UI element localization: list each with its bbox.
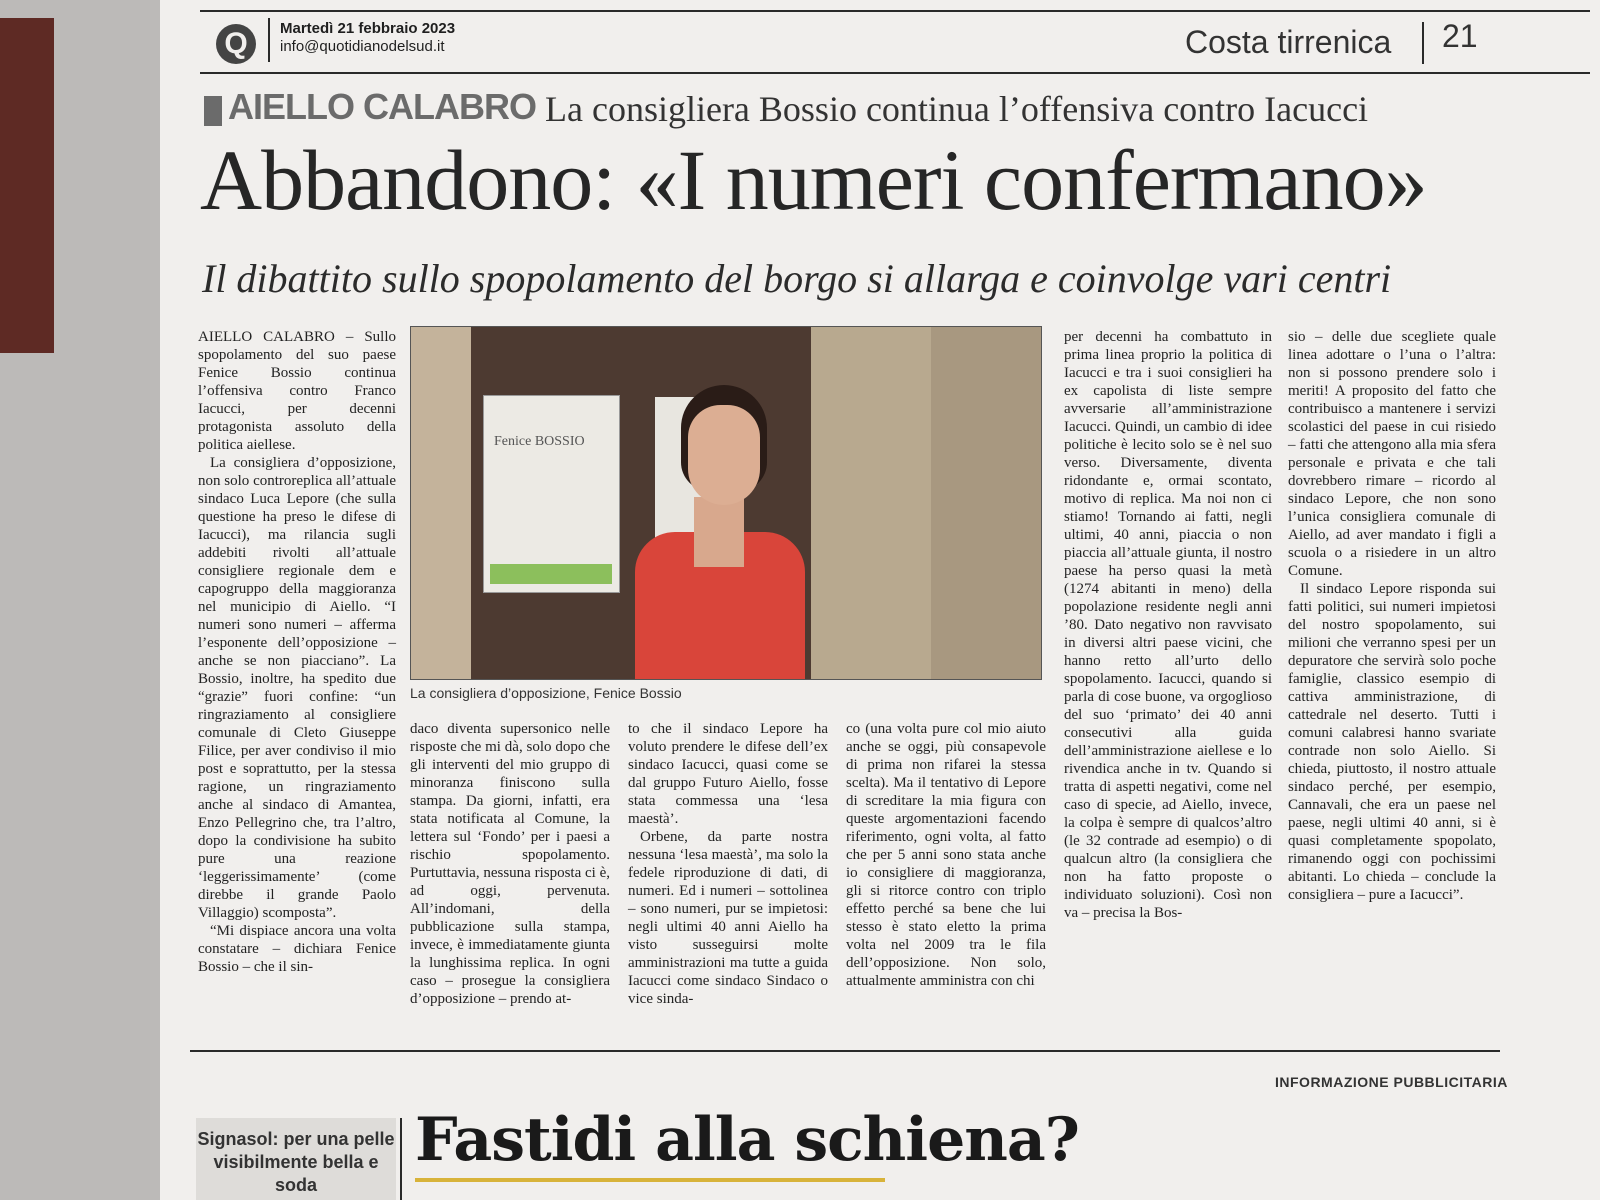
newspaper-logo-icon: Q: [216, 24, 256, 64]
photo-person-face: [688, 405, 760, 505]
photo-caption: La consigliera d’opposizione, Fenice Bossio: [410, 685, 682, 701]
subheadline: Il dibattito sullo spopolamento del borgo si allarga e coinvolge vari centri: [202, 256, 1392, 301]
article-photo: [410, 326, 1042, 680]
paragraph: daco diventa supersonico nelle risposte che mi dà, solo dopo che gli interventi del mio gruppo di minoranza finiscono sulla stampa. Da giorni, infatti, era stata notificata al Comune, la lettera sul ‘Fondo’ per i paesi a rischio spopolamento. Purtuttavia, nessuna risposta ci è, ad oggi, pervenuta. All’indomani, della pubblicazione sulla stampa, invece, è immediatamente giunta la lunghissima replica. In ogni caso – prosegue la consigliera d’opposizione – prendo at-: [410, 721, 610, 1007]
article-end-rule: [190, 1050, 1500, 1052]
paragraph: to che il sindaco Lepore ha voluto prendere le difese dell’ex sindaco Iacucci, quasi come se dal gruppo Futuro Aiello, fosse stata commessa una ‘lesa maestà’.: [628, 721, 828, 827]
masthead-rule: [200, 72, 1590, 74]
kicker-title: La consigliera Bossio continua l’offensiva contro Iacucci: [545, 89, 1369, 129]
advertisement-side-box: Signasol: per una pelle visibilmente bella e soda: [196, 1118, 396, 1200]
paragraph: sio – delle due scegliete quale linea adottare o l’una o l’altra: non si possono prendere solo i meriti! A proposito del fatto che contribuisco a mantenere i servizi scolastici del paese in cui risiedo – fatti che attengono alla mia sfera personale e privata e che tali dovrebbero rimare – ricordo al sindaco Lepore, che non sono l’unica consigliera comunale di Aiello, ad aver mandato i figli a scuola o a risiedere in un altro Comune.: [1288, 329, 1496, 579]
paragraph: La consigliera d’opposizione, non solo controreplica all’attuale sindaco Luca Lepore (che sulla questione ha preso le difese di Iacucci), ma rilancia sugli addebiti rivolti all’attuale consigliere regionale dem e capogruppo della maggioranza nel municipio di Aiello. “I numeri sono numeri – afferma l’esponente dell’opposizione – anche se non piacciano”. La Bossio, inoltre, ha spedito due “grazie” fuori confine: “un ringraziamento al consigliere comunale di Cleto Giuseppe Filice, per aver condiviso il mio post e soprattutto, per la stessa ragione, un ringraziamento anche al sindaco di Amantea, Enzo Pellegrino che, tra l’altro, dopo la condivisione ha subito pure una reazione ‘leggerissimamente’ (come direbbe il grande Paolo Villaggio) scomposta”.: [198, 455, 396, 921]
poster-text: Fenice BOSSIO: [494, 434, 585, 449]
kicker-marker: [204, 96, 222, 126]
advertisement-underline: [415, 1178, 885, 1182]
photo-pillar: [931, 327, 1041, 679]
background-object: [0, 18, 54, 353]
paragraph: Il sindaco Lepore risponda sui fatti politici, sui numeri impietosi del nostro spopolamento, sui milioni che verranno spesi per un depuratore che servirà solo poche famiglie, classico esempio di cattiva amministrazione, di cattedrale nel deserto. Tutti i comuni calabresi hanno svariate contrade non solo Aiello. Si chieda, piuttosto, il nostro attuale sindaco perché, per esempio, Cannavali, che era un paese nel paese, negli ultimi 40 anni, si è quasi completamente spopolato, rimanendo oggi con pochissimi abitanti. Lo chieda – conclude la consigliera – pure a Iacucci”.: [1288, 581, 1496, 903]
article-column-2: [410, 720, 610, 1008]
article-column-4: [846, 720, 1046, 990]
photo-person: [694, 497, 744, 567]
logo-divider: [268, 18, 270, 62]
top-rule: [200, 10, 1590, 12]
article-column-1: [198, 328, 396, 976]
article-column-6: [1288, 328, 1496, 904]
advertisement-headline: Fastidi alla schiena?: [415, 1105, 1079, 1175]
page-number: 21: [1442, 18, 1478, 54]
section-divider: [1422, 22, 1424, 64]
issue-date: Martedì 21 febbraio 2023: [280, 20, 456, 37]
headline: Abbandono: «I numeri confermano»: [200, 132, 1427, 228]
paragraph: “Mi dispiace ancora una volta constatare – dichiara Fenice Bossio – che il sin-: [198, 923, 396, 975]
article-column-5: [1064, 328, 1272, 922]
photo-pillar: [411, 327, 471, 679]
photo-poster: [483, 395, 620, 593]
poster-band: [490, 564, 612, 584]
paragraph: per decenni ha combattuto in prima linea proprio la politica di Iacucci e tra i suoi consiglieri ha ex capolista di liste sempre avversarie all’amministrazione Iacucci. Quindi, un cambio di idee politiche è lecito solo se è nel suo verso. Diversamente, diventa ridondante e, ormai scontato, motivo di replica. Ma noi non ci stiamo! Tornando ai fatti, negli ultimi, 40 anni, piaccia o non piaccia all’attuale giunta, il nostro paese ha perso quasi la metà (1274 abitanti in meno) della popolazione residente negli anni ’80. Dato negativo non ravvisato in diversi altri paese vicini, che hanno retto all’urto dello spopolamento. Iacucci, quando si parla di cose buone, va orgoglioso del suo ‘primato’ dei 40 anni consecutivi alla guida dell’amministrazione aiellese e lo rivendica anche in tv. Quando si tratta di aspetti negativi, come nel caso di specie, ad Aiello, invece, la colpa è sempre di qualcos’altro (le 32 contrade ad esempio) o di qualcun altro (la consigliera che non ha fatto proposte o individuato soluzioni). Così non va – precisa la Bos-: [1064, 329, 1272, 921]
contact-email: info@quotidianodelsud.it: [280, 38, 445, 55]
paragraph: Orbene, da parte nostra nessuna ‘lesa maestà’, ma solo la fedele riproduzione di dati, di numeri. Ed i numeri – sottolinea – sono numeri, pur se impietosi: negli ultimi 40 anni Aiello ha visto susseguirsi molte amministrazioni ma tutte a guida Iacucci come sindaco Sindaco o vice sinda-: [628, 829, 828, 1007]
advertisement-label: INFORMAZIONE PUBBLICITARIA: [1275, 1074, 1508, 1090]
article-column-3: [628, 720, 828, 1008]
paragraph: AIELLO CALABRO – Sullo spopolamento del suo paese Fenice Bossio continua l’offensiva contro Franco Iacucci, per decenni protagonista assoluto della politica aiellese.: [198, 329, 396, 453]
section-title: Costa tirrenica: [1185, 24, 1392, 60]
advertisement-divider: [400, 1118, 402, 1200]
paragraph: co (una volta pure col mio aiuto anche se oggi, più consapevole di prima non rifarei la stessa scelta). Ma il tentativo di Lepore di screditare la mia figura con queste argomentazioni facendo riferimento, ogni volta, al fatto che per 5 anni sono stata anche io consigliere di maggioranza, gli si ritorce contro con triplo effetto perché sa bene che lui stesso è stato eletto la prima volta nel 2009 tra le fila dell’opposizione. Non solo, attualmente amministra con chi: [846, 721, 1046, 989]
location-kicker: AIELLO CALABRO: [228, 86, 536, 127]
newspaper-page: [160, 0, 1600, 1200]
